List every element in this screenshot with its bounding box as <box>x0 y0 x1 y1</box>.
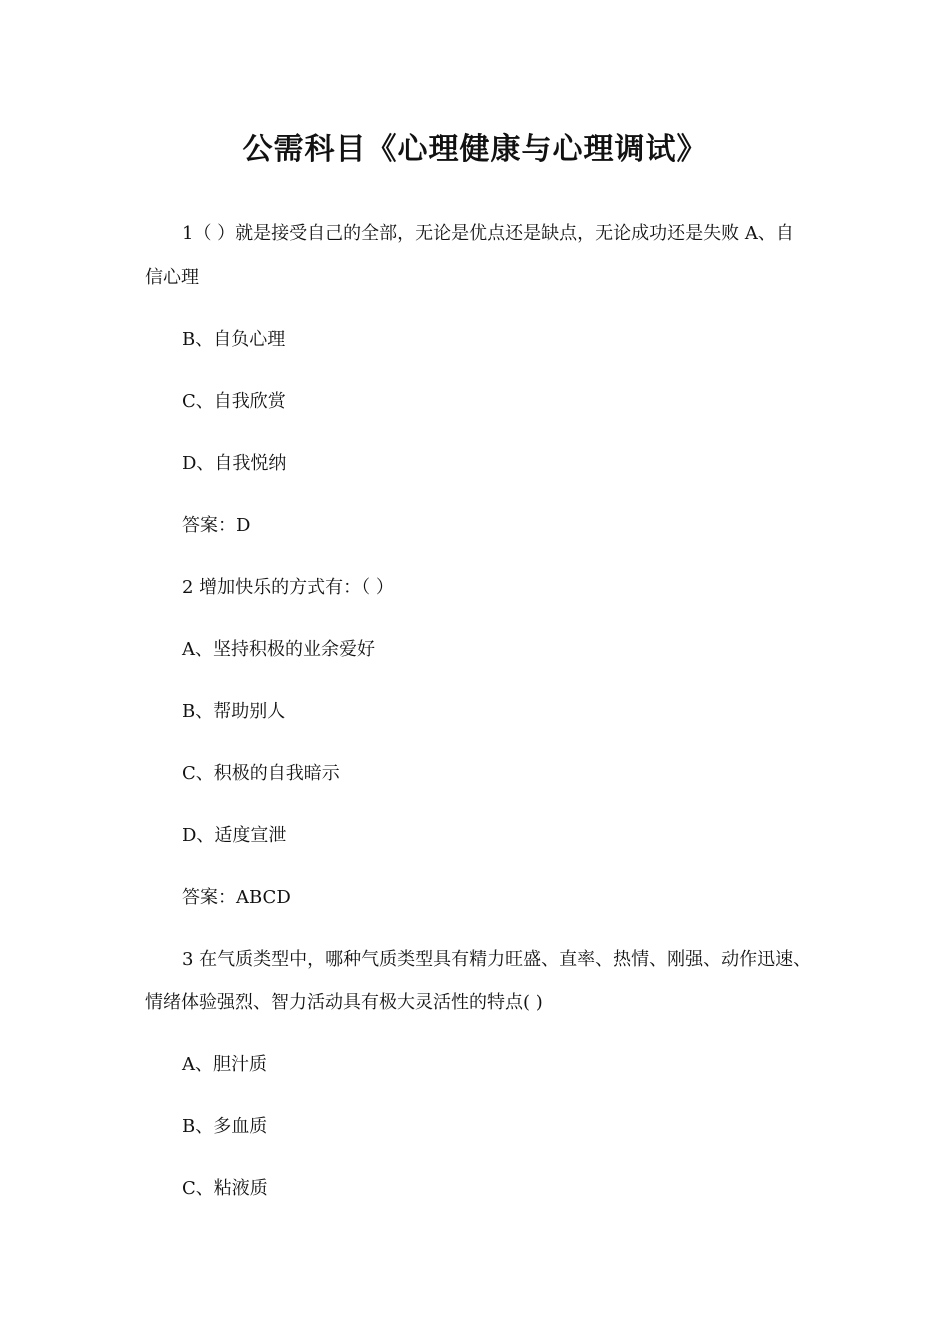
q1-stem-line1: 1（ ）就是接受自己的全部，无论是优点还是缺点，无论成功还是失败 A、自 <box>182 223 794 244</box>
q3-option-a: A、胆汁质 <box>182 1054 267 1075</box>
q1-option-b: B、自负心理 <box>182 329 286 350</box>
q2-option-a: A、坚持积极的业余爱好 <box>182 639 375 660</box>
q2-option-d: D、适度宣泄 <box>182 825 287 846</box>
document-title: 公需科目《心理健康与心理调试》 <box>242 132 708 167</box>
q2-answer: 答案：ABCD <box>182 887 291 908</box>
q3-stem-line1: 3 在气质类型中，哪种气质类型具有精力旺盛、直率、热情、刚强、动作迅速、 <box>182 949 812 970</box>
q1-stem-line2: 信心理 <box>145 267 199 288</box>
q3-option-b: B、多血质 <box>182 1116 268 1137</box>
q2-option-b: B、帮助别人 <box>182 701 286 722</box>
q2-option-c: C、积极的自我暗示 <box>182 763 340 784</box>
q1-option-c: C、自我欣赏 <box>182 391 286 412</box>
q3-option-c: C、粘液质 <box>182 1178 268 1199</box>
q2-stem: 2 增加快乐的方式有：（ ） <box>182 577 394 598</box>
q1-option-d: D、自我悦纳 <box>182 453 287 474</box>
q3-stem-line2: 情绪体验强烈、智力活动具有极大灵活性的特点( ) <box>145 992 543 1013</box>
q1-answer: 答案：D <box>182 515 251 536</box>
